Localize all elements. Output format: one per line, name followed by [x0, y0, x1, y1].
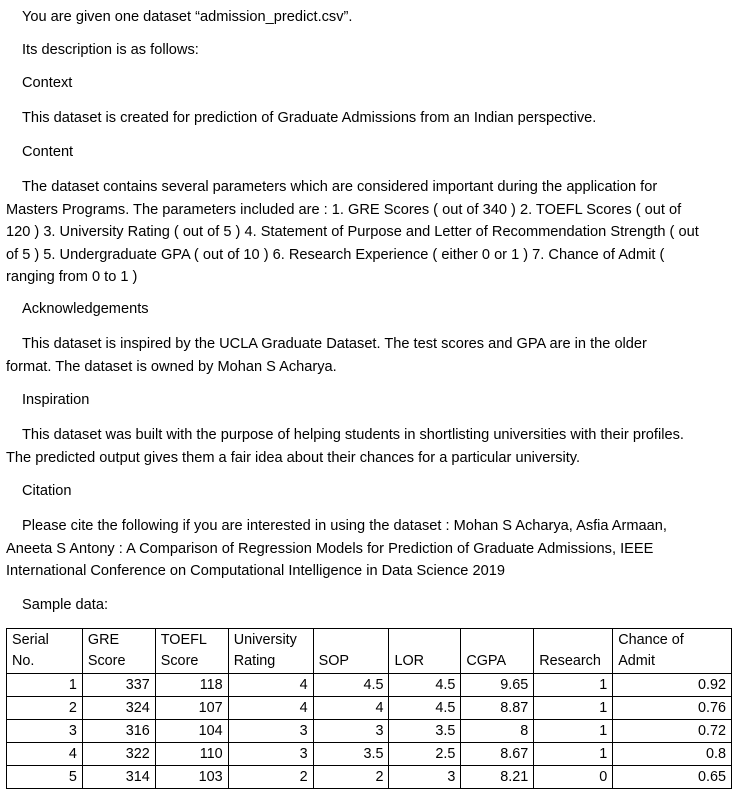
cell-research: 1 [534, 674, 613, 697]
cell-university-rating: 2 [228, 766, 313, 789]
cell-sop: 2 [313, 766, 389, 789]
cell-cgpa: 8.87 [461, 697, 534, 720]
cell-serial: 1 [7, 674, 83, 697]
cell-chance-of-admit: 0.76 [613, 697, 732, 720]
cell-university-rating: 3 [228, 743, 313, 766]
cell-toefl: 110 [155, 743, 228, 766]
header-cgpa: CGPA [461, 629, 534, 674]
cell-chance-of-admit: 0.65 [613, 766, 732, 789]
cell-lor: 4.5 [389, 674, 461, 697]
inspiration-heading: Inspiration [22, 392, 90, 408]
cell-gre: 322 [82, 743, 155, 766]
header-gre: GRE Score [82, 629, 155, 674]
cell-chance-of-admit: 0.8 [613, 743, 732, 766]
cell-cgpa: 9.65 [461, 674, 534, 697]
cell-gre: 314 [82, 766, 155, 789]
sample-heading: Sample data: [22, 597, 108, 613]
cell-research: 1 [534, 697, 613, 720]
cell-university-rating: 4 [228, 697, 313, 720]
header-chance-of-admit: Chance of Admit [613, 629, 732, 674]
cell-gre: 324 [82, 697, 155, 720]
context-heading: Context [22, 75, 73, 91]
cell-gre: 337 [82, 674, 155, 697]
table-header-row [7, 629, 732, 674]
cell-sop: 3.5 [313, 743, 389, 766]
ack-heading: Acknowledgements [22, 301, 149, 317]
intro-line: You are given one dataset “admission_predict.csv”. [22, 9, 353, 25]
header-serial: Serial No. [7, 629, 83, 674]
description-lead: Its description is as follows: [22, 42, 199, 58]
cell-toefl: 103 [155, 766, 228, 789]
cell-sop: 4 [313, 697, 389, 720]
cell-lor: 3 [389, 766, 461, 789]
content-text: The dataset contains several parameters which are considered important during the application for Masters Programs. The parameters included are : 1. GRE Scores ( out of 340 ) 2. TOEFL Scores ( out of 120 ) 3. University Rating ( out of 5 ) 4. Statement of Purpose and Letter of Recommendation Strength ( out of 5 ) 5. Undergraduate GPA ( out of 10 ) 6. Research Experience ( either 0 or 1 ) 7. Chance of Admit ( ranging from 0 to 1 ) [6, 179, 699, 285]
sample-data-table [6, 628, 732, 789]
cell-serial: 3 [7, 720, 83, 743]
inspiration-text: This dataset was built with the purpose of helping students in shortlisting universities with their profiles. The predicted output gives them a fair idea about their chances for a particular university. [6, 427, 684, 466]
cell-toefl: 118 [155, 674, 228, 697]
header-research: Research [534, 629, 613, 674]
table-row [7, 720, 732, 743]
ack-text: This dataset is inspired by the UCLA Graduate Dataset. The test scores and GPA are in the older format. The dataset is owned by Mohan S Acharya. [6, 336, 647, 375]
header-toefl: TOEFL Score [155, 629, 228, 674]
cell-toefl: 107 [155, 697, 228, 720]
citation-heading: Citation [22, 483, 72, 499]
cell-sop: 4.5 [313, 674, 389, 697]
citation-text: Please cite the following if you are interested in using the dataset : Mohan S Acharya, Asfia Armaan, Aneeta S Antony : A Comparison of Regression Models for Prediction of Graduate Admissions, IEEE International Conference on Computational Intelligence in Data Science 2019 [6, 518, 667, 579]
cell-toefl: 104 [155, 720, 228, 743]
cell-lor: 2.5 [389, 743, 461, 766]
cell-serial: 4 [7, 743, 83, 766]
cell-chance-of-admit: 0.72 [613, 720, 732, 743]
cell-cgpa: 8 [461, 720, 534, 743]
header-lor: LOR [389, 629, 461, 674]
table-row [7, 743, 732, 766]
cell-chance-of-admit: 0.92 [613, 674, 732, 697]
cell-lor: 4.5 [389, 697, 461, 720]
cell-research: 0 [534, 766, 613, 789]
cell-lor: 3.5 [389, 720, 461, 743]
cell-research: 1 [534, 720, 613, 743]
cell-gre: 316 [82, 720, 155, 743]
cell-sop: 3 [313, 720, 389, 743]
cell-university-rating: 3 [228, 720, 313, 743]
cell-cgpa: 8.67 [461, 743, 534, 766]
cell-university-rating: 4 [228, 674, 313, 697]
header-sop: SOP [313, 629, 389, 674]
table-row [7, 766, 732, 789]
header-university-rating: University Rating [228, 629, 313, 674]
cell-research: 1 [534, 743, 613, 766]
table-row [7, 674, 732, 697]
cell-serial: 5 [7, 766, 83, 789]
content-heading: Content [22, 144, 74, 160]
context-text: This dataset is created for prediction of Graduate Admissions from an Indian perspective. [22, 110, 597, 126]
cell-cgpa: 8.21 [461, 766, 534, 789]
table-row [7, 697, 732, 720]
cell-serial: 2 [7, 697, 83, 720]
